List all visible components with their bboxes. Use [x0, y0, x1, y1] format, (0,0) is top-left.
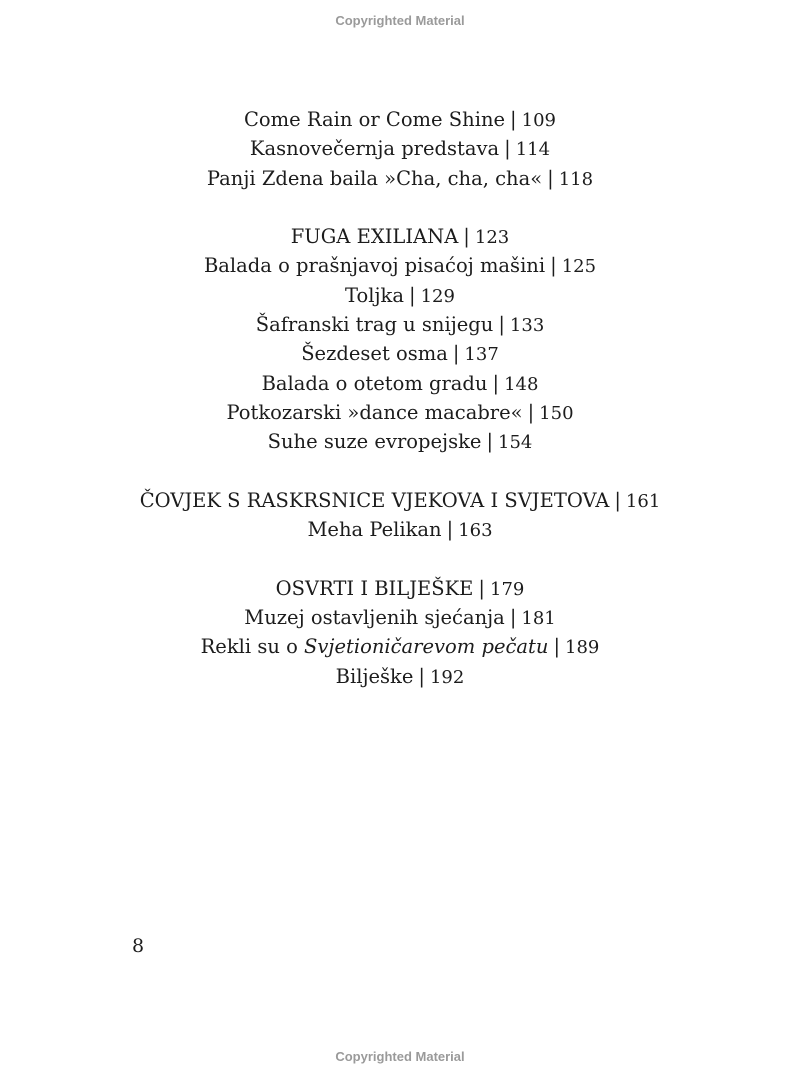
toc-entry-title: Come Rain or Come Shine: [244, 108, 506, 131]
toc-entry-title: Suhe suze evropejske: [267, 430, 482, 454]
toc-entry: [0, 369, 800, 398]
toc-section-heading: [0, 222, 800, 251]
table-of-contents: [0, 105, 800, 691]
toc-entry-page: 189: [565, 637, 600, 659]
toc-separator: |: [463, 225, 470, 249]
watermark-top: Copyrighted Material: [335, 13, 465, 28]
toc-entry-title: FUGA EXILIANA: [290, 225, 459, 249]
toc-separator: |: [478, 576, 485, 600]
toc-entry: [0, 339, 800, 368]
toc-entry-page: 114: [515, 139, 551, 161]
toc-entry: [0, 105, 800, 134]
toc-entry-page: 154: [498, 432, 533, 454]
toc-entry-title: Balada o prašnjavoj pisaćoj mašini: [203, 254, 546, 278]
toc-entry-page: 163: [458, 520, 493, 542]
toc-entry-title: Muzej ostavljenih sjećanja: [244, 606, 505, 630]
toc-separator: |: [509, 606, 517, 630]
section-gap: [0, 544, 800, 573]
toc-entry-page: 179: [490, 578, 525, 600]
toc-entry: [0, 164, 800, 193]
toc-entry-title: Kasnovečernja predstava: [249, 137, 500, 161]
section-gap: [0, 457, 800, 486]
toc-entry: [0, 427, 800, 456]
toc-separator: |: [504, 137, 511, 161]
toc-separator: |: [498, 313, 505, 337]
section-gap: [0, 193, 800, 222]
toc-entry: [0, 603, 800, 632]
toc-separator: |: [553, 635, 561, 659]
watermark-bottom: Copyrighted Material: [335, 1049, 465, 1064]
toc-entry: [0, 398, 800, 427]
toc-entry: [0, 515, 800, 544]
toc-entry-title: Bilješke: [335, 664, 414, 688]
toc-separator: |: [547, 166, 554, 190]
toc-entry-page: 123: [474, 227, 510, 249]
toc-entry-page: 161: [625, 490, 661, 512]
toc-entry-title: Šafranski trag u snijegu: [255, 313, 494, 337]
toc-section-heading: [0, 486, 800, 515]
toc-entry-page: 148: [504, 373, 539, 395]
toc-entry-page: 118: [558, 168, 594, 190]
toc-entry-title: Panji Zdena baila »Cha, cha, cha«: [206, 166, 543, 190]
toc-separator: |: [527, 400, 535, 424]
toc-entry-page: 129: [420, 285, 455, 307]
toc-entry-page: 109: [521, 110, 556, 131]
toc-entry-title: Šezdeset osma: [301, 342, 448, 366]
toc-entry-page: 192: [429, 666, 465, 688]
toc-entry-page: 137: [464, 344, 499, 366]
toc-entry: [0, 251, 800, 280]
toc-entry: [0, 662, 800, 691]
toc-entry-title: ČOVJEK S RASKRSNICE VJEKOVA I SVJETOVA: [139, 488, 610, 512]
toc-entry-page: 150: [539, 402, 574, 424]
page-number: 8: [132, 935, 145, 957]
toc-entry: [0, 134, 800, 163]
toc-entry-title: OSVRTI I BILJEŠKE: [275, 576, 474, 600]
toc-entry-page: 125: [561, 256, 597, 278]
toc-section-heading: [0, 574, 800, 603]
toc-entry-title: Balada o otetom gradu: [261, 371, 488, 395]
toc-entry-title: Potkozarski »dance macabre«: [226, 400, 523, 424]
toc-separator: |: [614, 488, 621, 512]
toc-entry-page: 181: [521, 608, 556, 630]
toc-separator: |: [409, 283, 416, 307]
toc-entry-title: Toljka: [345, 283, 405, 307]
toc-entry: [0, 632, 800, 661]
toc-separator: |: [418, 664, 425, 688]
toc-separator: |: [452, 342, 460, 366]
toc-separator: |: [550, 254, 557, 278]
toc-separator: |: [492, 371, 500, 395]
toc-entry-title-italic: Svjetioničarevom pečatu: [304, 635, 549, 659]
toc-entry-title: Meha Pelikan: [307, 518, 442, 542]
toc-entry: [0, 281, 800, 310]
toc-entry-page: 133: [509, 315, 545, 337]
toc-separator: |: [510, 108, 517, 131]
toc-entry-title-prefix: Rekli su o: [200, 635, 305, 659]
toc-entry: [0, 310, 800, 339]
toc-separator: |: [446, 518, 454, 542]
toc-separator: |: [486, 430, 494, 454]
